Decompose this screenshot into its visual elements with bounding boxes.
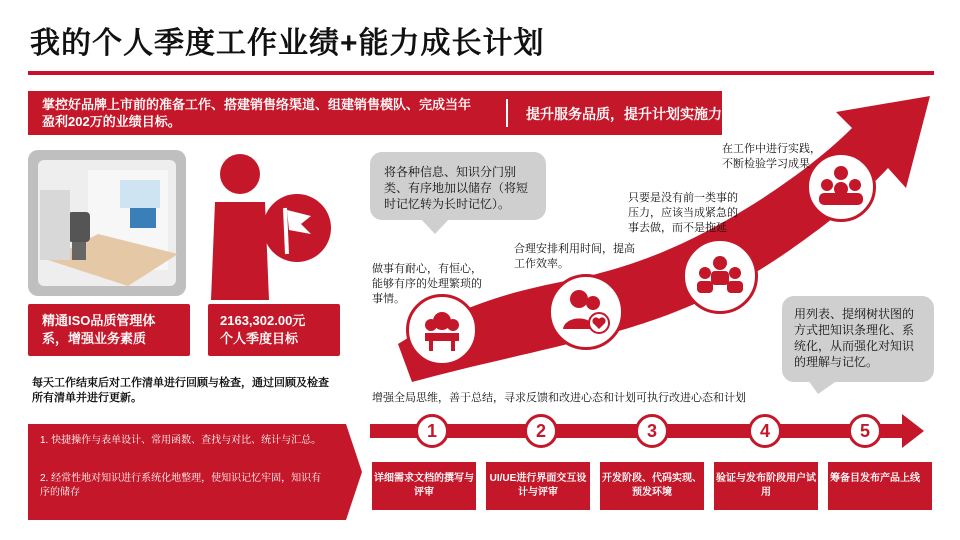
step-number-1: 1	[415, 414, 449, 448]
pressure-note: 只要是没有前一类事的压力，应该当成紧急的事去做，而不是拖延	[628, 192, 738, 234]
skills-box-arrow	[346, 424, 362, 520]
step-number-2: 2	[524, 414, 558, 448]
page-title: 我的个人季度工作业绩+能力成长计划	[30, 27, 545, 60]
target-label: 个人季度目标	[220, 331, 299, 346]
store-knowledge-bubble: 将各种信息、知识分门别类、有序地加以储存（将短时记忆转为长时记忆）。	[370, 152, 546, 220]
skills-list-box	[28, 424, 346, 520]
office-desk-icon	[28, 150, 186, 296]
skills-item-2: 2. 经常性地对知识进行系统化地整理，使知识记忆牢固，知识有序的储存	[40, 473, 322, 498]
step-label-1: 详细需求文档的撰写与评审	[372, 462, 476, 510]
banner-divider	[506, 99, 508, 127]
goal-banner	[28, 91, 736, 135]
timeline-arrowhead	[902, 414, 924, 448]
leader-group-icon	[806, 152, 876, 222]
overall-note: 增强全局思维，善于总结，寻求反馈和改进心态和计划可执行改进心态和计划	[372, 392, 746, 404]
team-meeting-icon	[406, 294, 478, 366]
banner-slogan: 提升服务品质，提升计划实施力度	[526, 106, 736, 122]
time-note: 合理安排利用时间，提高工作效率。	[514, 243, 635, 270]
patience-note: 做事有耐心，有恒心，能够有序的处理繁琐的事情。	[372, 263, 482, 305]
person-flag-icon	[205, 150, 335, 300]
store-bubble-tail	[420, 218, 450, 234]
step-label-4: 验证与发布阶段用户试用	[714, 462, 818, 510]
organize-bubble-tail	[808, 380, 838, 394]
skills-item-1: 1. 快捷操作与表单设计、常用函数、查找与对比、统计与汇总。	[40, 435, 322, 446]
target-box	[208, 304, 340, 356]
step-label-2: UI/UE进行界面交互设计与评审	[486, 462, 590, 510]
step-number-5: 5	[848, 414, 882, 448]
people-heart-icon	[548, 274, 624, 350]
step-number-3: 3	[635, 414, 669, 448]
iso-skill-box: 精通ISO品质管理体系，增强业务素质	[28, 304, 190, 356]
banner-goal-text: 掌控好品牌上市前的准备工作、搭建销售络渠道、组建销售模队、完成当年盈利202万的业绩目标。	[42, 97, 472, 129]
step-label-5: 筹备目发布产品上线	[828, 462, 932, 510]
step-number-4: 4	[748, 414, 782, 448]
target-amount: 2163,302.00元	[220, 313, 306, 328]
office-card	[28, 150, 186, 296]
step-label-3: 开发阶段、代码实现、预发环境	[600, 462, 704, 510]
daily-review-text: 每天工作结束后对工作清单进行回顾与检查，通过回顾及检查所有清单并进行更新。	[32, 377, 329, 404]
practice-note: 在工作中进行实践，不断检验学习成果	[722, 143, 821, 170]
organize-knowledge-bubble: 用列表、提纲树状图的方式把知识条理化、系统化，从而强化对知识的理解与记忆。	[782, 296, 934, 382]
group-icon	[682, 238, 758, 314]
